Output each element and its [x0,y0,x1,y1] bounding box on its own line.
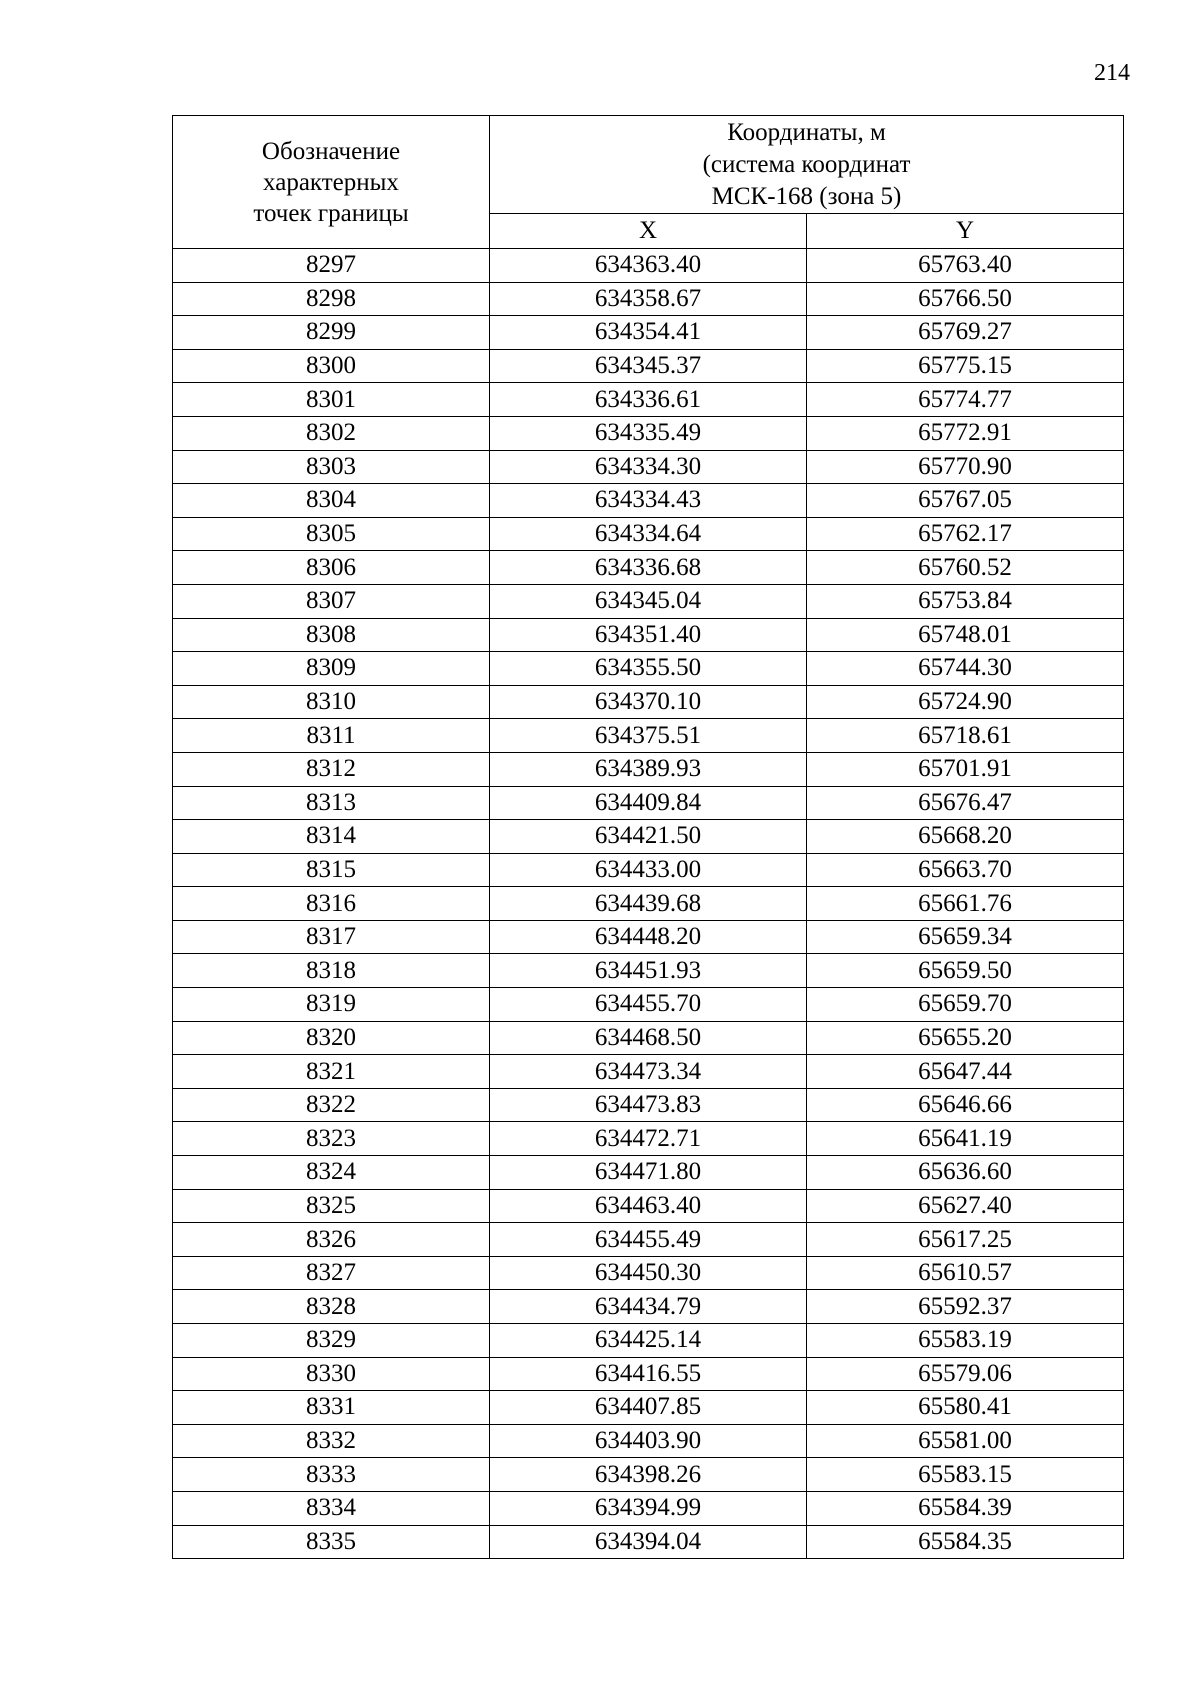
point-cell: 8304 [173,484,490,518]
table-row [173,517,1124,551]
point-cell: 8310 [173,685,490,719]
table-row [173,1088,1124,1122]
x-column-header: X [490,214,807,249]
y-column-header: Y [807,214,1124,249]
y-cell: 65583.19 [807,1324,1124,1358]
y-cell: 65584.35 [807,1525,1124,1559]
y-cell: 65766.50 [807,282,1124,316]
table-row [173,1055,1124,1089]
x-cell: 634407.85 [490,1391,807,1425]
point-cell: 8326 [173,1223,490,1257]
point-cell: 8317 [173,920,490,954]
point-cell: 8301 [173,383,490,417]
table-row [173,484,1124,518]
x-cell: 634336.68 [490,551,807,585]
table-row [173,1391,1124,1425]
table-row [173,316,1124,350]
table-row [173,954,1124,988]
x-cell: 634473.83 [490,1088,807,1122]
table-row [173,383,1124,417]
point-cell: 8305 [173,517,490,551]
x-cell: 634409.84 [490,786,807,820]
table-row [173,652,1124,686]
table-row [173,618,1124,652]
x-cell: 634433.00 [490,853,807,887]
y-cell: 65763.40 [807,249,1124,283]
point-cell: 8311 [173,719,490,753]
table-row [173,1290,1124,1324]
y-cell: 65659.34 [807,920,1124,954]
y-cell: 65583.15 [807,1458,1124,1492]
x-cell: 634448.20 [490,920,807,954]
x-cell: 634389.93 [490,752,807,786]
coordinates-header-line: (система координат [702,150,911,178]
y-cell: 65584.39 [807,1491,1124,1525]
point-cell: 8335 [173,1525,490,1559]
y-cell: 65661.76 [807,887,1124,921]
table-row [173,450,1124,484]
y-cell: 65641.19 [807,1122,1124,1156]
x-cell: 634451.93 [490,954,807,988]
table-row [173,584,1124,618]
coordinates-header-line: МСК-168 (зона 5) [711,182,902,210]
y-cell: 65592.37 [807,1290,1124,1324]
point-cell: 8330 [173,1357,490,1391]
table-row [173,1324,1124,1358]
x-cell: 634421.50 [490,820,807,854]
coordinates-header-line: Координаты, м [727,118,886,146]
table-row [173,820,1124,854]
x-cell: 634394.04 [490,1525,807,1559]
point-cell: 8327 [173,1256,490,1290]
point-cell: 8333 [173,1458,490,1492]
x-cell: 634358.67 [490,282,807,316]
point-cell: 8306 [173,551,490,585]
table-row [173,1256,1124,1290]
x-cell: 634334.43 [490,484,807,518]
y-cell: 65769.27 [807,316,1124,350]
point-cell: 8334 [173,1491,490,1525]
x-cell: 634455.49 [490,1223,807,1257]
y-cell: 65655.20 [807,1021,1124,1055]
point-cell: 8299 [173,316,490,350]
point-cell: 8322 [173,1088,490,1122]
table-row [173,853,1124,887]
table-row [173,1458,1124,1492]
table-row [173,1525,1124,1559]
x-cell: 634345.37 [490,349,807,383]
table-row [173,685,1124,719]
table-row [173,1122,1124,1156]
x-cell: 634363.40 [490,249,807,283]
point-cell: 8325 [173,1189,490,1223]
point-cell: 8331 [173,1391,490,1425]
table-header [173,116,1124,249]
point-cell: 8298 [173,282,490,316]
x-cell: 634375.51 [490,719,807,753]
page-number: 214 [1094,60,1130,86]
y-cell: 65579.06 [807,1357,1124,1391]
point-cell: 8329 [173,1324,490,1358]
y-cell: 65718.61 [807,719,1124,753]
point-cell: 8309 [173,652,490,686]
table-row [173,551,1124,585]
point-cell: 8315 [173,853,490,887]
y-cell: 65724.90 [807,685,1124,719]
x-cell: 634345.04 [490,584,807,618]
x-cell: 634336.61 [490,383,807,417]
table-row [173,1357,1124,1391]
x-cell: 634463.40 [490,1189,807,1223]
y-cell: 65581.00 [807,1424,1124,1458]
table-row [173,1491,1124,1525]
table-row [173,988,1124,1022]
y-cell: 65663.70 [807,853,1124,887]
table-row [173,752,1124,786]
x-cell: 634351.40 [490,618,807,652]
table-row [173,1021,1124,1055]
x-cell: 634403.90 [490,1424,807,1458]
point-cell: 8302 [173,416,490,450]
y-cell: 65647.44 [807,1055,1124,1089]
x-cell: 634334.64 [490,517,807,551]
point-cell: 8308 [173,618,490,652]
point-designation-header-line: Обозначение [261,137,401,165]
x-cell: 634450.30 [490,1256,807,1290]
x-cell: 634472.71 [490,1122,807,1156]
y-cell: 65659.50 [807,954,1124,988]
table-body [173,249,1124,1559]
point-cell: 8319 [173,988,490,1022]
table-row [173,1424,1124,1458]
x-cell: 634335.49 [490,416,807,450]
point-cell: 8320 [173,1021,490,1055]
x-cell: 634334.30 [490,450,807,484]
x-cell: 634398.26 [490,1458,807,1492]
y-cell: 65668.20 [807,820,1124,854]
table-row [173,719,1124,753]
y-cell: 65753.84 [807,584,1124,618]
point-cell: 8318 [173,954,490,988]
y-cell: 65627.40 [807,1189,1124,1223]
y-cell: 65775.15 [807,349,1124,383]
x-cell: 634434.79 [490,1290,807,1324]
y-cell: 65770.90 [807,450,1124,484]
table-row [173,1156,1124,1190]
coordinates-header [490,116,1124,214]
table-row [173,786,1124,820]
table-row [173,249,1124,283]
point-designation-header [173,116,490,249]
point-cell: 8328 [173,1290,490,1324]
table-row [173,1189,1124,1223]
coordinates-table [172,115,1124,1559]
x-cell: 634354.41 [490,316,807,350]
point-cell: 8312 [173,752,490,786]
y-cell: 65767.05 [807,484,1124,518]
x-cell: 634473.34 [490,1055,807,1089]
point-cell: 8324 [173,1156,490,1190]
y-cell: 65617.25 [807,1223,1124,1257]
y-cell: 65580.41 [807,1391,1124,1425]
point-cell: 8307 [173,584,490,618]
point-cell: 8332 [173,1424,490,1458]
x-cell: 634355.50 [490,652,807,686]
table-row [173,920,1124,954]
table-row [173,282,1124,316]
point-cell: 8323 [173,1122,490,1156]
y-cell: 65676.47 [807,786,1124,820]
y-cell: 65748.01 [807,618,1124,652]
point-cell: 8313 [173,786,490,820]
x-cell: 634416.55 [490,1357,807,1391]
y-cell: 65774.77 [807,383,1124,417]
y-cell: 65610.57 [807,1256,1124,1290]
table-row [173,1223,1124,1257]
y-cell: 65701.91 [807,752,1124,786]
point-cell: 8297 [173,249,490,283]
point-designation-header-line: точек границы [253,199,409,227]
y-cell: 65760.52 [807,551,1124,585]
x-cell: 634394.99 [490,1491,807,1525]
y-cell: 65744.30 [807,652,1124,686]
y-cell: 65636.60 [807,1156,1124,1190]
y-cell: 65772.91 [807,416,1124,450]
point-designation-header-line: характерных [263,168,399,196]
x-cell: 634455.70 [490,988,807,1022]
y-cell: 65646.66 [807,1088,1124,1122]
table-row [173,349,1124,383]
point-cell: 8300 [173,349,490,383]
point-cell: 8303 [173,450,490,484]
y-cell: 65659.70 [807,988,1124,1022]
point-cell: 8316 [173,887,490,921]
table-row [173,416,1124,450]
point-cell: 8321 [173,1055,490,1089]
x-cell: 634370.10 [490,685,807,719]
x-cell: 634471.80 [490,1156,807,1190]
table-row [173,887,1124,921]
y-cell: 65762.17 [807,517,1124,551]
point-cell: 8314 [173,820,490,854]
x-cell: 634439.68 [490,887,807,921]
x-cell: 634468.50 [490,1021,807,1055]
x-cell: 634425.14 [490,1324,807,1358]
